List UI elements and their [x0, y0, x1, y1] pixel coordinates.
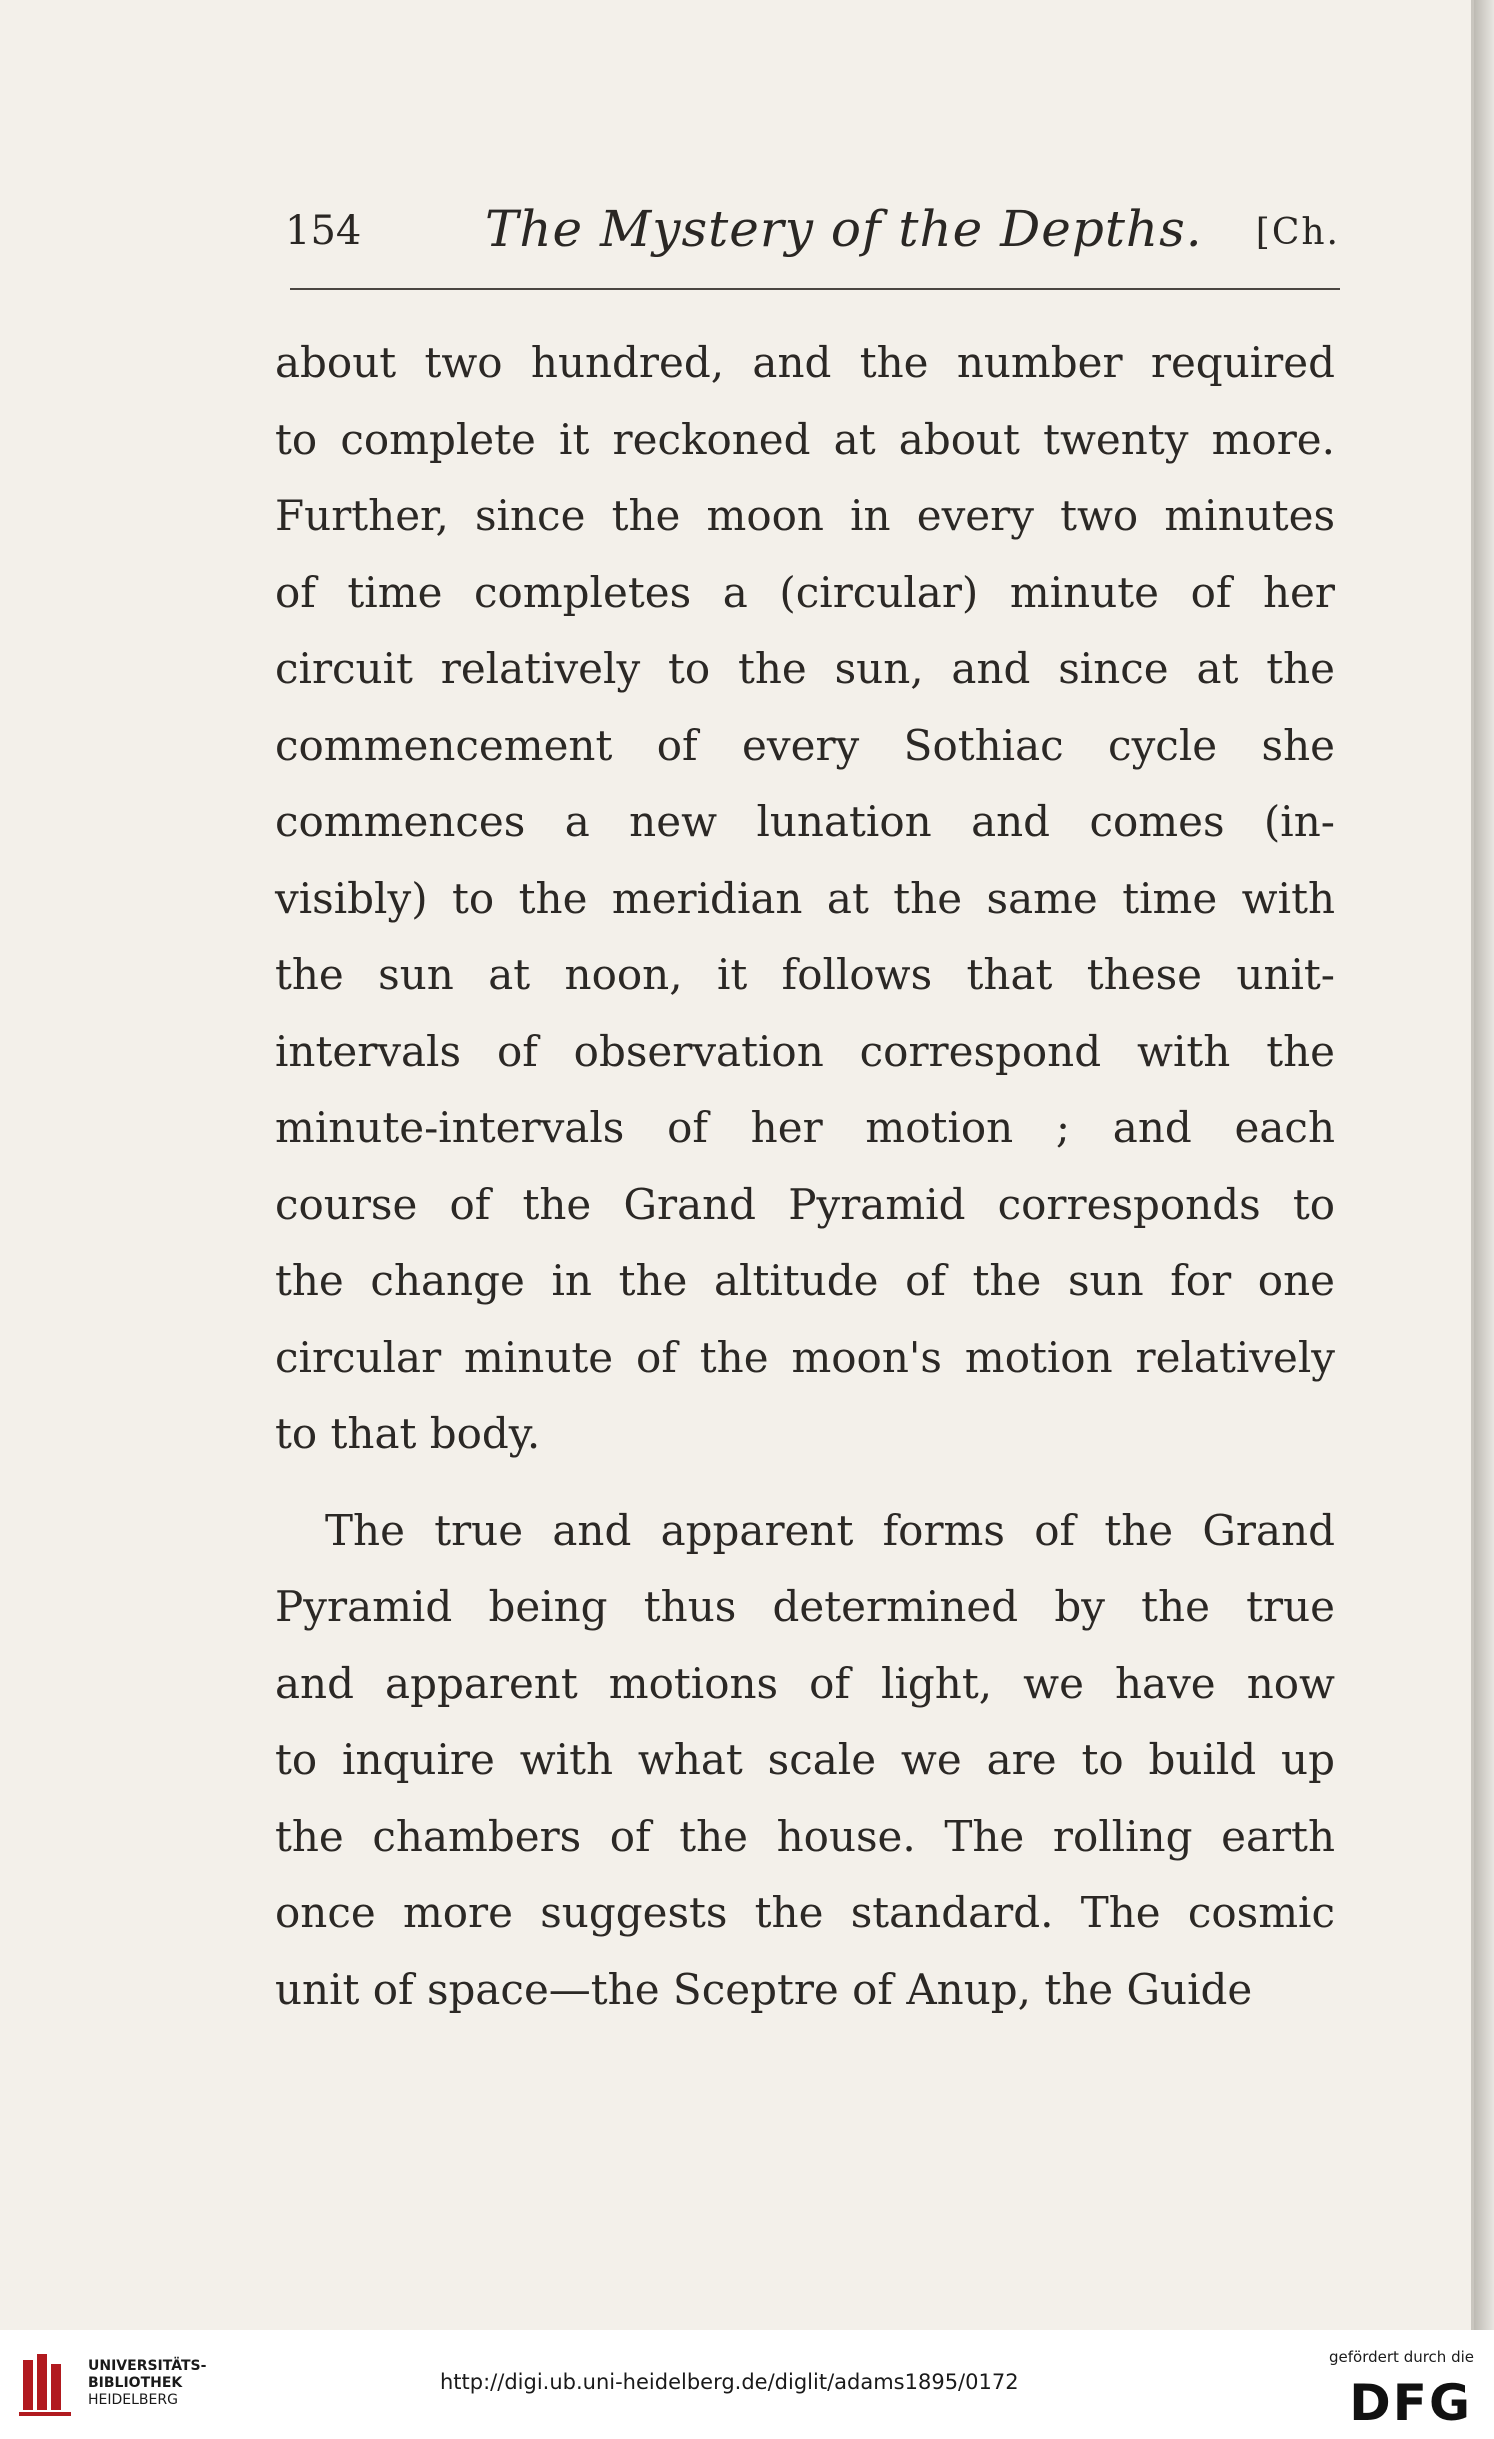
- body-text: [275, 325, 1335, 2028]
- text-line: to inquire with what scale we are to build up: [275, 1735, 1335, 1784]
- page-number: 154: [285, 208, 362, 254]
- text-line: unit of space—the Sceptre of Anup, the Guide: [275, 1964, 1253, 2014]
- text-line: minute-intervals of her motion ; and each: [275, 1103, 1335, 1152]
- page-edge: [1474, 0, 1494, 2330]
- paragraph-1: [275, 325, 1335, 1473]
- text-line: of time completes a (circular) minute of her: [275, 567, 1335, 617]
- dfg-logo: DFG: [1349, 2374, 1472, 2432]
- text-line: commences a new lunation and comes (in-: [275, 797, 1335, 846]
- library-name-line-2: BIBLIOTHEK: [88, 2375, 183, 2391]
- text-line: intervals of observation correspond with the: [275, 1026, 1335, 1076]
- text-line: Further, since the moon in every two minutes: [275, 491, 1335, 540]
- text-line: the sun at noon, it follows that these unit-: [275, 950, 1335, 999]
- paragraph-2: [275, 1493, 1335, 2029]
- running-title: The Mystery of the Depths.: [485, 200, 1203, 258]
- text-line: to that body.: [275, 1409, 541, 1458]
- text-line: commencement of every Sothiac cycle she: [275, 720, 1335, 770]
- text-line: circular minute of the moon's motion relatively: [275, 1332, 1335, 1382]
- library-name: [88, 2358, 206, 2409]
- header-rule: [290, 288, 1340, 290]
- text-line: once more suggests the standard. The cosmic: [275, 1888, 1335, 1937]
- text-line: about two hundred, and the number required: [275, 338, 1335, 387]
- paragraph-gap: [275, 1473, 1335, 1493]
- text-line: and apparent motions of light, we have now: [275, 1658, 1335, 1708]
- text-line: the change in the altitude of the sun for one: [275, 1256, 1335, 1305]
- text-line: Pyramid being thus determined by the true: [275, 1582, 1335, 1631]
- library-name-line-3: HEIDELBERG: [88, 2392, 178, 2408]
- library-name-line-1: UNIVERSITÄTS-: [88, 2358, 207, 2374]
- text-line: The true and apparent forms of the Grand: [325, 1505, 1335, 1555]
- text-line: visibly) to the meridian at the same time with: [275, 873, 1335, 923]
- source-url-link[interactable]: http://digi.ub.uni-heidelberg.de/diglit/adams1895/0172: [440, 2370, 1019, 2394]
- text-line: the chambers of the house. The rolling earth: [275, 1811, 1335, 1861]
- library-logo-icon: [15, 2350, 75, 2420]
- text-line: course of the Grand Pyramid corresponds to: [275, 1179, 1335, 1229]
- running-head: [285, 200, 1340, 270]
- chapter-reference: [Ch.: [1255, 212, 1340, 253]
- footer-bar: [0, 2330, 1494, 2439]
- funding-text: gefördert durch die: [1329, 2348, 1474, 2366]
- text-line: circuit relatively to the sun, and since at the: [275, 644, 1335, 693]
- text-line: to complete it reckoned at about twenty more.: [275, 414, 1335, 464]
